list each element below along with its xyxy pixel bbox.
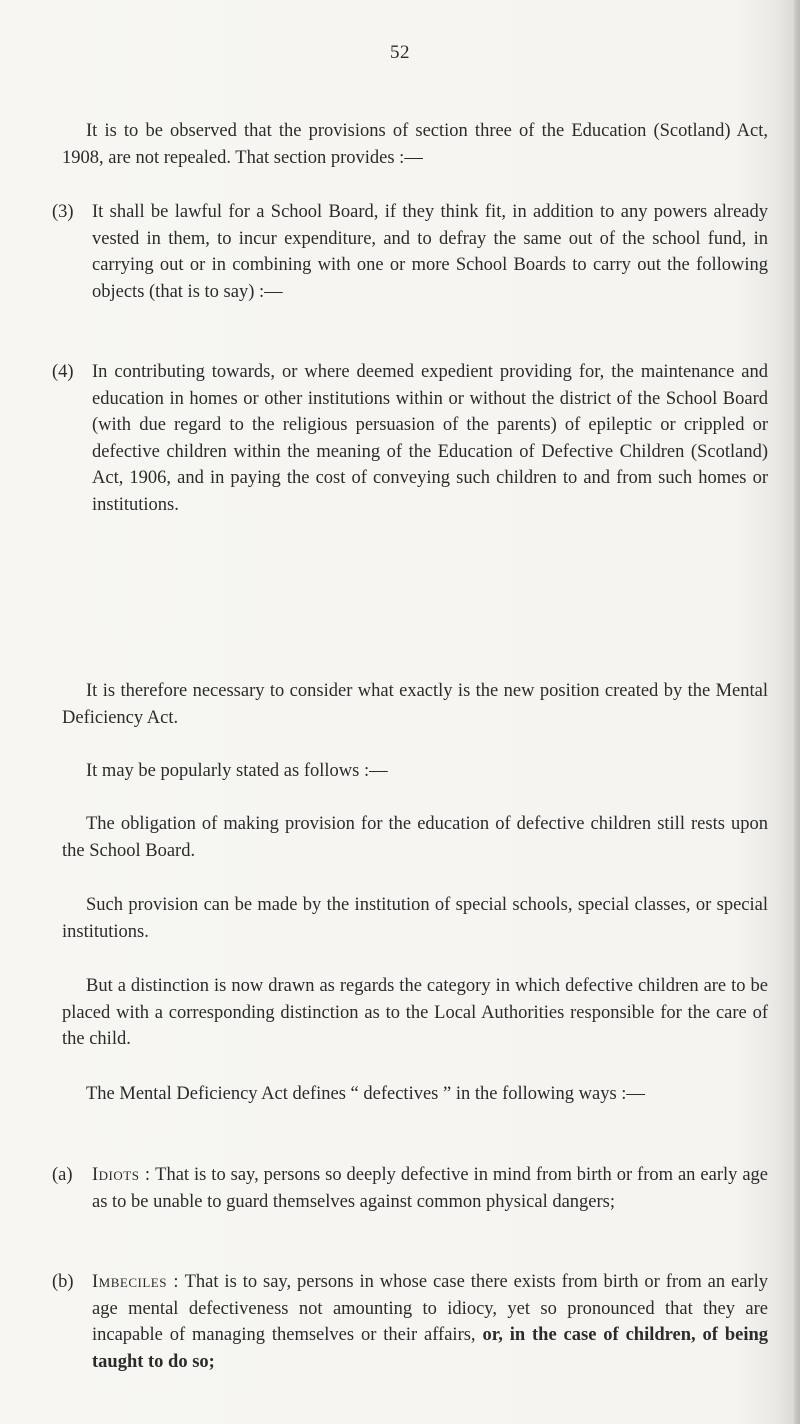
paragraph-new-position (62, 678, 768, 731)
paragraph-popularly-stated-text: It may be popularly stated as follows :— (86, 761, 388, 781)
definition-item-a (52, 1162, 768, 1215)
paragraph-intro-text: It is to be observed that the provisions of section three of the Education (Scotland) Act, 1908, are not repealed. That section provides :— (62, 121, 768, 168)
paragraph-special-provision-text: Such provision can be made by the institution of special schools, special classes, or special institutions. (62, 895, 768, 942)
paragraph-definitions (62, 1081, 768, 1108)
paragraph-intro (62, 118, 768, 171)
definition-item-b (52, 1269, 768, 1375)
list-item-3 (52, 199, 768, 305)
list-item-3-number: (3) (52, 202, 74, 222)
paragraph-special-provision (62, 892, 768, 945)
paragraph-distinction-text: But a distinction is now drawn as regards the category in which defective children are to be placed with a corresponding distinction as to the Local Authorities responsible for the care of the child. (62, 976, 768, 1049)
definition-item-a-body (92, 1162, 768, 1215)
paragraph-obligation (62, 811, 768, 864)
paragraph-new-position-text: It is therefore necessary to consider what exactly is the new position created by the Mental Deficiency Act. (62, 681, 768, 728)
definition-term-imbeciles: Imbeciles : (92, 1272, 180, 1292)
definition-item-b-body (92, 1269, 768, 1375)
list-item-3-text: It shall be lawful for a School Board, if they think fit, in addition to any powers already vested in them, to incur expenditure, and to defray the same out of the school fund, in carrying out or in combining with one or more School Boards to carry out the following objects (that is to say) :— (92, 202, 768, 302)
page-number: 52 (390, 42, 410, 63)
list-item-4-number: (4) (52, 362, 74, 382)
definition-item-b-tail: or, in the case of children, of being taught to do so; (92, 1325, 769, 1372)
paragraph-popularly-stated (62, 758, 768, 785)
definition-item-b-number: (b) (52, 1272, 74, 1292)
list-item-4 (52, 359, 768, 518)
page-edge-shadow (794, 0, 800, 1424)
paragraph-obligation-text: The obligation of making provision for the education of defective children still rests upon the School Board. (62, 814, 768, 861)
definition-item-a-number: (a) (52, 1165, 73, 1185)
paragraph-distinction (62, 973, 768, 1053)
definition-item-b-text: That is to say, persons in whose case there exists from birth or from an early age mental defectiveness not amounting to idiocy, yet so pronounced that they are incapable of managing themselves or their affairs, (92, 1272, 768, 1345)
list-item-4-text: In contributing towards, or where deemed expedient providing for, the maintenance and education in homes or other institutions within or without the district of the School Board (with due regard to the religious persuasion of the parents) of epileptic or crippled or defective children within the meaning of the Education of Defective Children (Scotland) Act, 1906, and in paying the cost of conveying such children to and from such homes or institutions. (92, 362, 768, 515)
definition-item-a-text: That is to say, persons so deeply defective in mind from birth or from an early age as to be unable to guard themselves against common physical dangers; (92, 1165, 768, 1212)
definition-term-idiots: Idiots : (92, 1165, 151, 1185)
paragraph-definitions-text: The Mental Deficiency Act defines “ defectives ” in the following ways :— (86, 1084, 645, 1104)
